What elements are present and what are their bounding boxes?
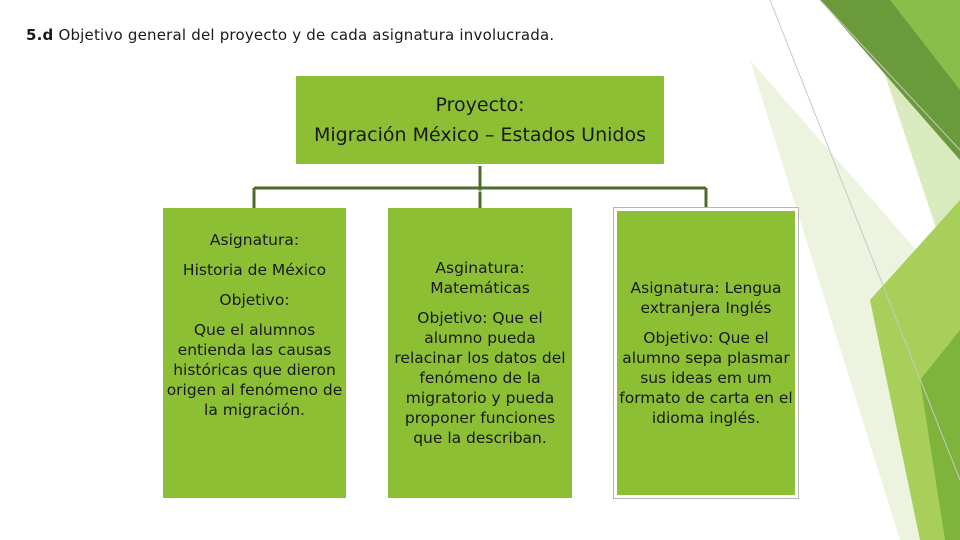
project-title: Migración México – Estados Unidos <box>314 124 646 146</box>
subject-name: Asignatura: Lengua extranjera Inglés <box>630 279 782 317</box>
objective-text: Que el alumnos entienda las causas históricas que dieron origen al fenómeno de la migración. <box>166 321 343 419</box>
project-root-box <box>296 76 664 164</box>
slide-title-number: 5.d <box>26 26 54 44</box>
objective-text: Objetivo: Que el alumno pueda relacinar los datos del fenómeno de la migratorio y pueda proponer funciones que la describan. <box>394 309 566 447</box>
slide-title-text: Objetivo general del proyecto y de cada asignatura involucrada. <box>53 26 555 44</box>
subject-name: Historia de México <box>182 261 327 279</box>
subject-box-historia <box>163 208 346 498</box>
objective-label: Objetivo: <box>219 291 290 309</box>
subject-name: Asginatura: Matemáticas <box>430 259 530 297</box>
slide-title <box>26 26 554 44</box>
subject-box-matematicas <box>388 208 572 498</box>
project-label: Proyecto: <box>435 94 525 116</box>
subject-box-ingles <box>614 208 798 498</box>
objective-text: Objetivo: Que el alumno sepa plasmar sus ideas em um formato de carta en el idioma inglés. <box>619 329 793 427</box>
subject-label: Asignatura: <box>209 231 300 249</box>
